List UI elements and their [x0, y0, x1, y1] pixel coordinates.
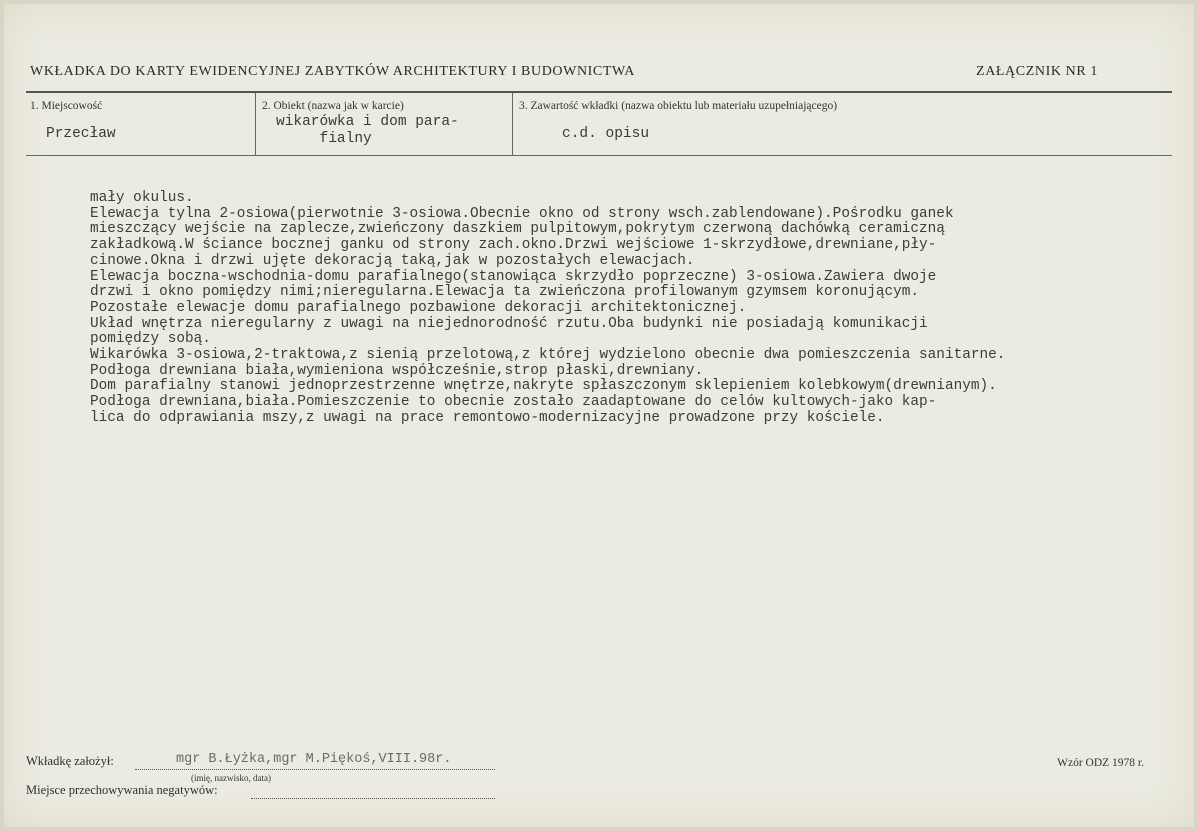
- description-line: mieszczący wejście na zaplecze,zwieńczony daszkiem pulpitowym,pokrytym czerwoną dachówką ceramiczną: [90, 221, 945, 238]
- field-contents-label: 3. Zawartość wkładki (nazwa obiektu lub materiału uzupełniającego): [519, 100, 838, 112]
- author-dotted-line: [135, 769, 495, 770]
- annex-number: ZAŁĄCZNIK NR 1: [976, 64, 1098, 79]
- author-hint: (imię, nazwisko, data): [191, 773, 271, 783]
- description-line: Układ wnętrza nieregularny z uwagi na niejednorodność rzutu.Oba budynki nie posiadają komunikacji: [90, 315, 928, 332]
- negatives-dotted-line: [251, 798, 495, 799]
- form-version: Wzór ODZ 1978 r.: [1057, 757, 1144, 769]
- fields-rule: [26, 155, 1172, 156]
- field-locality-value: Przecław: [46, 126, 116, 142]
- author-value: mgr B.Łyżka,mgr M.Piękoś,VIII.98r.: [176, 752, 452, 767]
- description-line: Elewacja tylna 2-osiowa(pierwotnie 3-osiowa.Obecnie okno od strony wsch.zablendowane).Pośrodku ganek: [90, 205, 954, 222]
- description-text: [90, 191, 1170, 427]
- description-line: Elewacja boczna-wschodnia-domu parafialnego(stanowiąca skrzydło poprzeczne) 3-osiowa.Zawiera dwoje: [90, 268, 937, 285]
- description-line: mały okulus.: [90, 190, 194, 206]
- description-line: zakładkową.W ściance bocznej ganku od strony zach.okno.Drzwi wejściowe 1-skrzydłowe,drewniane,pły-: [90, 237, 937, 254]
- field-divider-2: [512, 93, 513, 155]
- description-line: Podłoga drewniana biała,wymieniona współcześnie,strop płaski,drewniany.: [90, 362, 704, 379]
- description-line: Podłoga drewniana,biała.Pomieszczenie to obecnie zostało zaadaptowane do celów kultowych-jako kap-: [90, 394, 937, 411]
- record-card: [4, 4, 1194, 827]
- field-divider-1: [255, 93, 256, 155]
- field-locality-label: 1. Miejscowość: [30, 100, 103, 112]
- description-line: Pozostałe elewacje domu parafialnego pozbawione dekoracji architektonicznej.: [90, 299, 747, 316]
- description-line: Dom parafialny stanowi jednoprzestrzenne wnętrze,nakryte spłaszczonym sklepieniem kolebkowym(drewnianym).: [90, 378, 997, 395]
- description-line: drzwi i okno pomiędzy nimi;nieregularna.Elewacja ta zwieńczona profilowanym gzymsem koronującym.: [90, 284, 920, 301]
- field-contents-value: c.d. opisu: [562, 126, 650, 142]
- description-line: Wikarówka 3-osiowa,2-traktowa,z sienią przelotową,z której wydzielono obecnie dwa pomieszczenia sanitarne.: [90, 347, 1006, 364]
- negatives-label: Miejsce przechowywania negatywów:: [26, 783, 218, 797]
- author-label: Wkładkę założył:: [26, 754, 114, 768]
- description-line: pomiędzy sobą.: [90, 331, 211, 348]
- field-object-label: 2. Obiekt (nazwa jak w karcie): [262, 100, 404, 112]
- field-object-value: wikarówka i dom para- fialny: [276, 114, 459, 147]
- description-line: lica do odprawiania mszy,z uwagi na prace remontowo-modernizacyjne prowadzone przy kościele.: [90, 409, 885, 426]
- header-rule: [26, 91, 1172, 93]
- form-title: WKŁADKA DO KARTY EWIDENCYJNEJ ZABYTKÓW ARCHITEKTURY I BUDOWNICTWA: [30, 64, 635, 79]
- description-line: cinowe.Okna i drzwi ujęte dekoracją taką,jak w pozostałych elewacjach.: [90, 252, 695, 269]
